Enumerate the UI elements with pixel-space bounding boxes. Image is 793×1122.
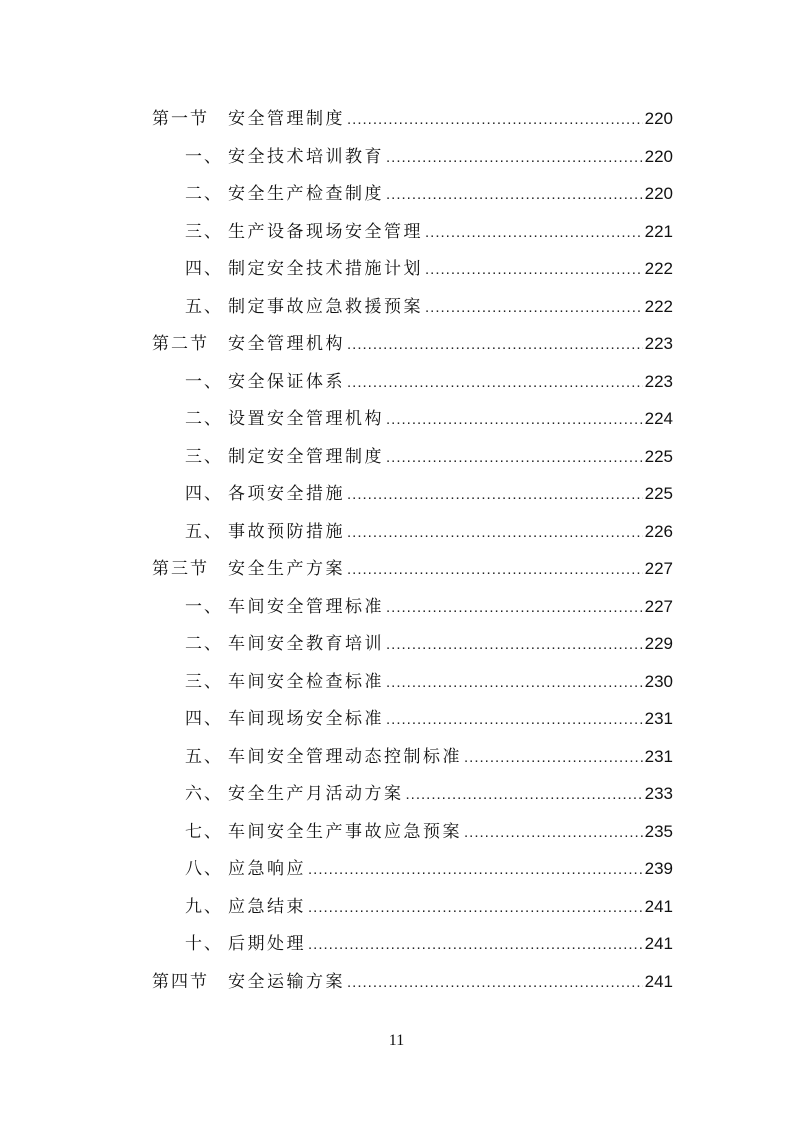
page-footer-number: 11 [388, 1032, 405, 1049]
dot-leader [464, 745, 643, 771]
entry-title: 车间现场安全标准 [228, 709, 384, 729]
page-number: 229 [644, 634, 673, 653]
entry-title: 应急响应 [228, 859, 306, 879]
dot-leader [386, 445, 643, 471]
page-number: 241 [644, 971, 673, 991]
page-number: 221 [644, 221, 673, 241]
dot-leader [347, 970, 643, 996]
table-of-contents [152, 106, 673, 1006]
entry-title: 制定事故应急救援预案 [228, 296, 423, 317]
dot-leader [347, 370, 643, 396]
page-number: 222 [644, 259, 673, 278]
toc-subsection[interactable] [152, 369, 673, 407]
dot-leader [386, 632, 643, 658]
toc-subsection[interactable] [152, 744, 673, 782]
toc-subsection[interactable] [152, 256, 673, 294]
dot-leader [347, 557, 643, 583]
dot-leader [425, 257, 643, 283]
entry-title: 各项安全措施 [228, 484, 345, 504]
page-number: 233 [644, 784, 673, 803]
page-number: 220 [644, 109, 673, 128]
toc-subsection[interactable] [152, 294, 673, 332]
section-number: 一、 [185, 371, 223, 392]
section-number: 四、 [185, 484, 223, 504]
toc-subsection[interactable] [152, 594, 673, 632]
toc-subsection[interactable] [152, 219, 673, 257]
dot-leader [386, 182, 643, 208]
entry-title: 车间安全管理动态控制标准 [228, 746, 462, 767]
dot-leader [464, 820, 643, 846]
section-number: 四、 [185, 259, 223, 279]
page-number: 227 [644, 559, 673, 578]
section-number: 五、 [185, 746, 223, 767]
section-number: 三、 [185, 221, 223, 242]
toc-subsection[interactable] [152, 481, 673, 519]
dot-leader [386, 595, 643, 621]
entry-title: 设置安全管理机构 [228, 409, 384, 429]
toc-section[interactable] [152, 969, 673, 1007]
toc-subsection[interactable] [152, 894, 673, 932]
entry-title: 事故预防措施 [228, 521, 345, 542]
toc-subsection[interactable] [152, 181, 673, 219]
page-number: 235 [644, 821, 673, 841]
section-number: 一、 [185, 596, 223, 617]
entry-title: 安全技术培训教育 [228, 146, 384, 167]
page-number: 225 [644, 446, 673, 466]
toc-subsection[interactable] [152, 931, 673, 969]
toc-section[interactable] [152, 556, 673, 594]
toc-subsection[interactable] [152, 781, 673, 819]
entry-title: 车间安全检查标准 [228, 671, 384, 692]
entry-title: 安全生产月活动方案 [228, 784, 404, 804]
dot-leader [308, 857, 643, 883]
entry-title: 安全运输方案 [228, 971, 345, 992]
toc-section[interactable] [152, 106, 673, 144]
section-number: 五、 [185, 521, 223, 542]
section-number: 三、 [185, 446, 223, 467]
page-number: 225 [644, 484, 673, 503]
entry-title: 制定安全技术措施计划 [228, 259, 423, 279]
entry-title: 车间安全管理标准 [228, 596, 384, 617]
section-number: 三、 [185, 671, 223, 692]
toc-subsection[interactable] [152, 444, 673, 482]
page-number: 239 [644, 859, 673, 878]
toc-subsection[interactable] [152, 669, 673, 707]
entry-title: 应急结束 [228, 896, 306, 917]
dot-leader [308, 932, 643, 958]
entry-title: 生产设备现场安全管理 [228, 221, 423, 242]
entry-title: 安全保证体系 [228, 371, 345, 392]
dot-leader [386, 407, 643, 433]
section-number: 二、 [185, 409, 223, 429]
page-number: 241 [644, 896, 673, 916]
section-number: 二、 [185, 184, 223, 204]
page-number: 224 [644, 409, 673, 428]
dot-leader [425, 295, 643, 321]
section-number: 二、 [185, 634, 223, 654]
entry-title: 制定安全管理制度 [228, 446, 384, 467]
section-number: 第二节 [152, 334, 209, 354]
page-number: 223 [644, 334, 673, 353]
section-number: 一、 [185, 146, 223, 167]
toc-section[interactable] [152, 331, 673, 369]
section-number: 九、 [185, 896, 223, 917]
page-number: 222 [644, 296, 673, 316]
entry-title: 后期处理 [228, 934, 306, 954]
toc-subsection[interactable] [152, 519, 673, 557]
toc-subsection[interactable] [152, 819, 673, 857]
section-number: 四、 [185, 709, 223, 729]
section-number: 第三节 [152, 559, 209, 579]
page-number: 226 [644, 521, 673, 541]
dot-leader [406, 782, 643, 808]
section-number: 八、 [185, 859, 223, 879]
section-number: 七、 [185, 821, 223, 842]
entry-title: 车间安全教育培训 [228, 634, 384, 654]
page-number: 227 [644, 596, 673, 616]
page-number: 241 [644, 934, 673, 953]
entry-title: 车间安全生产事故应急预案 [228, 821, 462, 842]
entry-title: 安全管理制度 [228, 109, 345, 129]
dot-leader [347, 520, 643, 546]
toc-subsection[interactable] [152, 144, 673, 182]
entry-title: 安全生产方案 [228, 559, 345, 579]
page-number: 223 [644, 371, 673, 391]
dot-leader [308, 895, 643, 921]
section-number: 十、 [185, 934, 223, 954]
dot-leader [347, 107, 643, 133]
dot-leader [386, 145, 643, 171]
page-number: 231 [644, 709, 673, 728]
entry-title: 安全管理机构 [228, 334, 345, 354]
page-number: 230 [644, 671, 673, 691]
dot-leader [386, 670, 643, 696]
section-number: 第四节 [152, 971, 209, 992]
entry-title: 安全生产检查制度 [228, 184, 384, 204]
toc-subsection[interactable] [152, 856, 673, 894]
dot-leader [347, 332, 643, 358]
dot-leader [425, 220, 643, 246]
dot-leader [386, 707, 643, 733]
page-number: 231 [644, 746, 673, 766]
toc-subsection[interactable] [152, 406, 673, 444]
page-number: 220 [644, 184, 673, 203]
section-number: 第一节 [152, 109, 209, 129]
toc-subsection[interactable] [152, 706, 673, 744]
page-number: 220 [644, 146, 673, 166]
dot-leader [347, 482, 643, 508]
toc-subsection[interactable] [152, 631, 673, 669]
section-number: 五、 [185, 296, 223, 317]
section-number: 六、 [185, 784, 223, 804]
